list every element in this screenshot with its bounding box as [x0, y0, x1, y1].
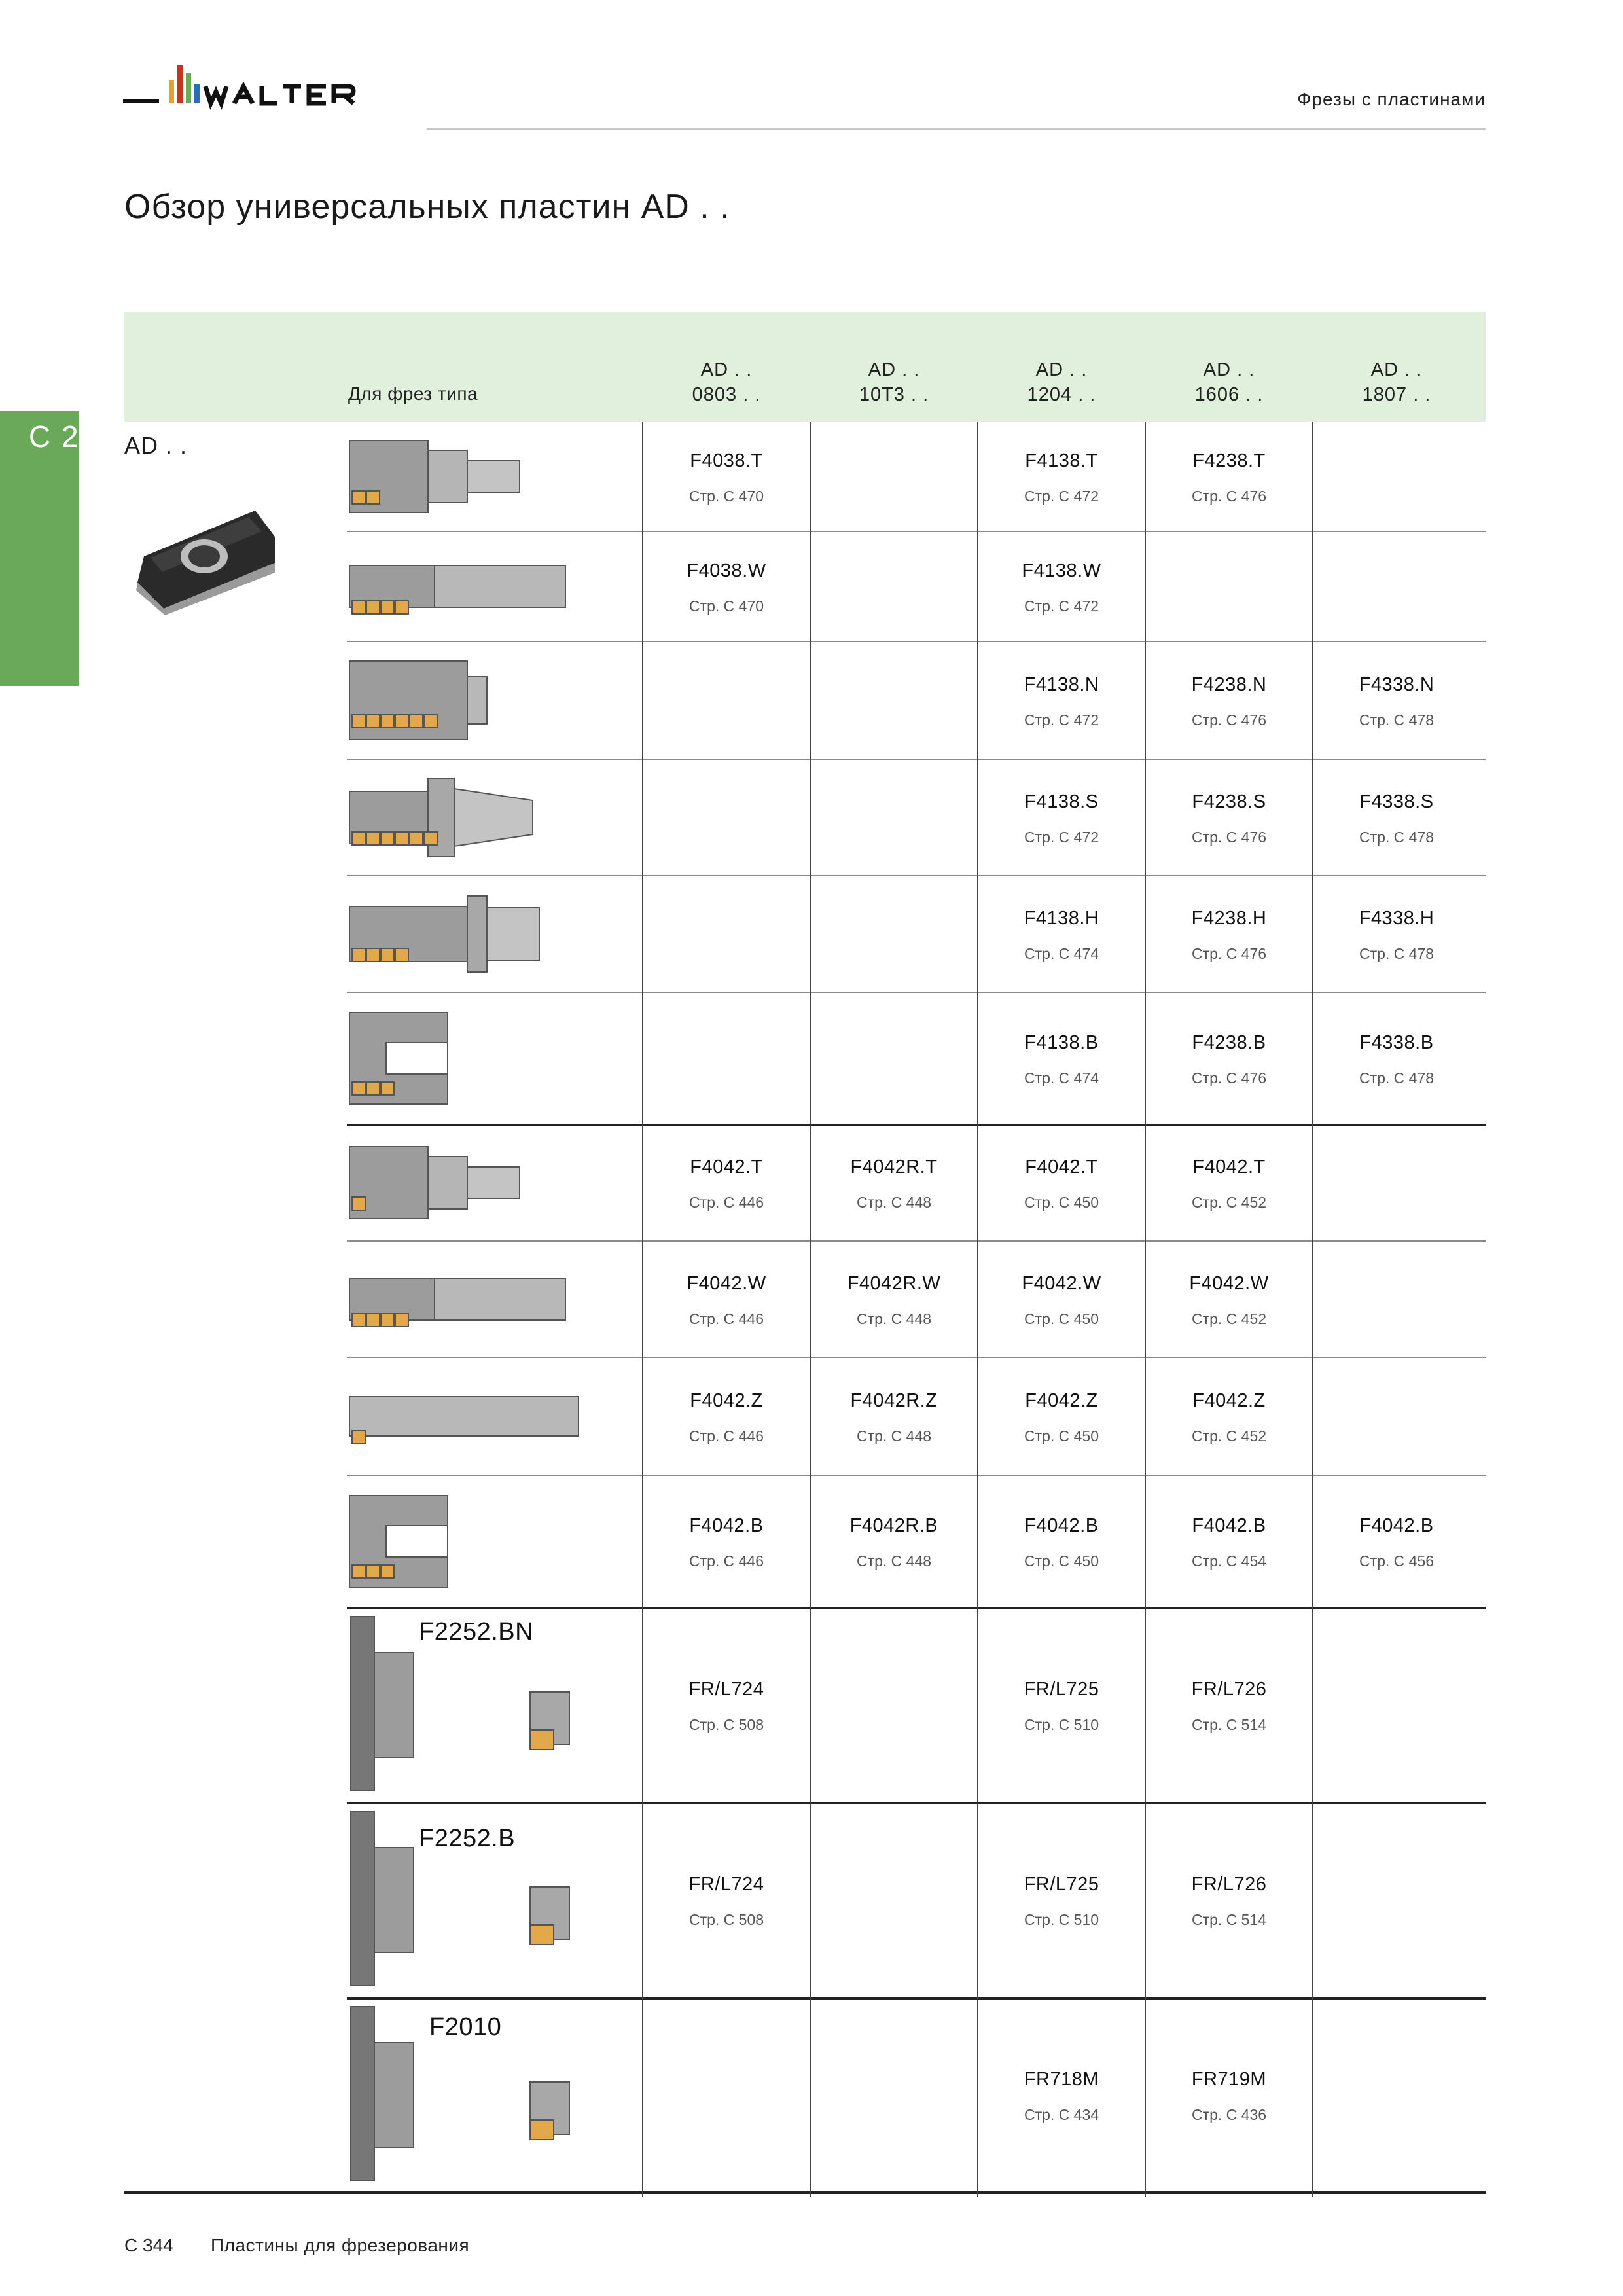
- catalog-page-ref: Стр. C 448: [856, 1552, 932, 1570]
- cutter-drawing: [347, 535, 622, 637]
- cutter-drawing: [347, 996, 622, 1121]
- cutter-code: F4138.H: [1024, 908, 1099, 929]
- cutter-reference: [643, 1679, 810, 1734]
- cutter-code: FR/L726: [1191, 1679, 1267, 1700]
- cutter-code: F4042.Z: [1025, 1390, 1098, 1411]
- cutter-reference: [978, 1273, 1145, 1328]
- column-header-1: [643, 357, 810, 407]
- catalog-page-ref: Стр. C 472: [1024, 711, 1099, 728]
- column-header-line2: 1606 . .: [1194, 384, 1264, 405]
- catalog-page-ref: Стр. C 510: [1024, 1716, 1099, 1733]
- cutter-code: FR718M: [1024, 2069, 1099, 2090]
- cutter-reference: [1313, 674, 1480, 729]
- catalog-page-ref: Стр. C 470: [688, 598, 764, 615]
- cutter-code: F4038.T: [690, 450, 763, 471]
- catalog-page-ref: Стр. C 514: [1191, 1911, 1267, 1928]
- catalog-page-ref: Стр. C 478: [1359, 1069, 1435, 1086]
- cutter-reference: [1313, 908, 1480, 963]
- tool-type-label: F2252.BN: [419, 1618, 534, 1645]
- cutter-reference: [1145, 1032, 1313, 1087]
- cutter-reference: [1313, 1032, 1480, 1087]
- cutter-code: FR/L724: [688, 1874, 764, 1895]
- cutter-code: F4042R.T: [850, 1157, 938, 1177]
- row-divider: [347, 759, 1486, 760]
- column-header-line2: 10T3 . .: [859, 384, 929, 405]
- column-header-line2: 0803 . .: [692, 384, 761, 405]
- row-divider: [347, 1240, 1486, 1242]
- catalog-page-ref: Стр. C 452: [1191, 1194, 1267, 1211]
- chapter-tab-label: C 2: [29, 420, 80, 454]
- column-header-3: [978, 357, 1145, 407]
- cutter-reference: [978, 1032, 1145, 1087]
- cutter-code: F4138.S: [1024, 791, 1099, 812]
- cutter-reference: [978, 908, 1145, 963]
- catalog-page-ref: Стр. C 510: [1024, 1911, 1099, 1928]
- catalog-page-ref: Стр. C 476: [1191, 945, 1267, 962]
- cutter-code: F4042.T: [1192, 1157, 1266, 1177]
- cutter-code: F4238.S: [1192, 791, 1266, 812]
- cutter-reference: [1145, 450, 1313, 505]
- catalog-page-ref: Стр. C 446: [688, 1310, 764, 1327]
- cutter-reference: [978, 2069, 1145, 2124]
- cutter-code: F4042.B: [1192, 1515, 1266, 1536]
- cutter-reference: [978, 1515, 1145, 1570]
- catalog-page-ref: Стр. C 452: [1191, 1310, 1267, 1327]
- cutter-reference: [1145, 2069, 1313, 2124]
- cutter-reference: [643, 1874, 810, 1929]
- cutter-code: FR/L725: [1024, 1679, 1099, 1700]
- column-header-5: [1313, 357, 1480, 407]
- catalog-page-ref: Стр. C 474: [1024, 1069, 1099, 1086]
- cutter-reference: [978, 791, 1145, 846]
- catalog-page-ref: Стр. C 448: [856, 1194, 932, 1211]
- header-rule: [427, 128, 1486, 130]
- catalog-page-ref: Стр. C 508: [688, 1716, 764, 1733]
- cutter-code: FR/L725: [1024, 1874, 1099, 1895]
- catalog-page-ref: Стр. C 448: [856, 1427, 932, 1444]
- catalog-page-ref: Стр. C 476: [1191, 488, 1267, 505]
- cutter-reference: [643, 1390, 810, 1445]
- cutter-code: F4238.N: [1191, 674, 1267, 695]
- cutter-reference: [643, 1515, 810, 1570]
- catalog-page-ref: Стр. C 450: [1024, 1310, 1099, 1327]
- cutter-reference: [810, 1273, 978, 1328]
- cutter-reference: [1145, 1515, 1313, 1570]
- catalog-page-ref: Стр. C 446: [688, 1552, 764, 1570]
- catalog-page-ref: Стр. C 476: [1191, 1069, 1267, 1086]
- cutter-reference: [1145, 1390, 1313, 1445]
- cutter-reference: [810, 1515, 978, 1570]
- row-divider: [347, 1607, 1486, 1609]
- cutter-code: F4042R.W: [847, 1273, 941, 1294]
- cutter-drawing: [347, 1128, 622, 1237]
- cutter-code: F4138.W: [1022, 560, 1101, 581]
- cutter-code: F4042.W: [687, 1273, 766, 1294]
- catalog-page-ref: Стр. C 450: [1024, 1552, 1099, 1570]
- page-title: Обзор универсальных пластин AD . .: [124, 188, 730, 226]
- cutter-code: F4338.N: [1359, 674, 1435, 695]
- cutter-code: F4238.B: [1192, 1032, 1266, 1053]
- column-header-line1: AD . .: [1203, 359, 1255, 380]
- section-title: Фрезы с пластинами: [1297, 89, 1486, 109]
- cutter-reference: [1145, 791, 1313, 846]
- column-header-line1: AD . .: [868, 359, 920, 380]
- catalog-page-ref: Стр. C 478: [1359, 945, 1435, 962]
- catalog-page-ref: Стр. C 470: [688, 488, 764, 505]
- cutter-reference: [810, 1157, 978, 1211]
- cutter-code: F4138.N: [1024, 674, 1099, 695]
- insert-group-label: AD . .: [124, 432, 188, 459]
- cutter-reference: [1145, 1157, 1313, 1211]
- cutter-code: F4138.T: [1025, 450, 1098, 471]
- cutter-code: F4042.W: [1022, 1273, 1101, 1294]
- cutter-reference: [978, 560, 1145, 615]
- tool-type-label: F2252.B: [419, 1825, 516, 1852]
- cutter-code: F4042.B: [1359, 1515, 1434, 1536]
- column-header-4: [1145, 357, 1313, 407]
- catalog-page-ref: Стр. C 478: [1359, 829, 1435, 846]
- cutter-drawing: [347, 645, 622, 755]
- cutter-reference: [810, 1390, 978, 1445]
- cutter-reference: [643, 1157, 810, 1211]
- cutter-code: F4042.W: [1189, 1273, 1269, 1294]
- cutter-code: F4338.S: [1359, 791, 1434, 812]
- cutter-drawing: [347, 763, 622, 872]
- column-header-line2: 1807 . .: [1362, 384, 1431, 405]
- cutter-drawing: [347, 1361, 622, 1471]
- cutter-code: F4238.H: [1191, 908, 1267, 929]
- tool-type-label: F2010: [429, 2013, 502, 2041]
- column-header-for-type: Для фрез типа: [348, 384, 478, 404]
- cutter-code: F4238.T: [1192, 450, 1266, 471]
- cutter-reference: [643, 560, 810, 615]
- cutter-code: FR/L724: [688, 1679, 764, 1700]
- cutter-code: F4042.T: [690, 1157, 763, 1177]
- catalog-page-ref: Стр. C 434: [1024, 2106, 1099, 2123]
- catalog-page-ref: Стр. C 448: [856, 1310, 932, 1327]
- cutter-code: F4138.B: [1024, 1032, 1099, 1053]
- cutter-code: F4042.Z: [690, 1390, 763, 1411]
- cutter-code: F4338.H: [1359, 908, 1435, 929]
- cutter-reference: [978, 450, 1145, 505]
- cutter-drawing: [347, 1479, 622, 1604]
- cutter-code: FR/L726: [1191, 1874, 1267, 1895]
- catalog-page-ref: Стр. C 450: [1024, 1194, 1099, 1211]
- row-divider: [347, 1475, 1486, 1476]
- catalog-page-ref: Стр. C 446: [688, 1427, 764, 1444]
- cutter-code: F4042.Z: [1192, 1390, 1266, 1411]
- row-divider: [347, 531, 1486, 532]
- cutter-reference: [978, 1157, 1145, 1211]
- row-divider: [347, 1997, 1486, 2000]
- cutter-reference: [1145, 1679, 1313, 1734]
- cutter-code: F4338.B: [1359, 1032, 1434, 1053]
- row-divider: [347, 1802, 1486, 1804]
- cutter-reference: [1145, 908, 1313, 963]
- catalog-page-ref: Стр. C 476: [1191, 711, 1267, 728]
- cutter-code: F4042.B: [1024, 1515, 1099, 1536]
- cutter-code: F4042R.Z: [850, 1390, 938, 1411]
- catalog-page-ref: Стр. C 456: [1359, 1552, 1435, 1570]
- catalog-page-ref: Стр. C 446: [688, 1194, 764, 1211]
- cutter-code: F4042.B: [689, 1515, 764, 1536]
- insert-ad-image: [124, 484, 288, 615]
- catalog-page-ref: Стр. C 436: [1191, 2106, 1267, 2123]
- cutter-reference: [643, 1273, 810, 1328]
- cutter-drawing: [347, 1245, 622, 1354]
- walter-logo: [123, 60, 399, 129]
- catalog-page-ref: Стр. C 472: [1024, 488, 1099, 505]
- cutter-code: F4042R.B: [849, 1515, 938, 1536]
- row-divider: [124, 2191, 1486, 2194]
- column-header-2: [810, 357, 978, 407]
- cutter-reference: [643, 450, 810, 505]
- cutter-reference: [1313, 791, 1480, 846]
- row-divider: [347, 1124, 1486, 1126]
- cutter-reference: [978, 1874, 1145, 1929]
- cutter-reference: [978, 1679, 1145, 1734]
- column-header-line1: AD . .: [700, 359, 753, 380]
- footer-title: Пластины для фрезерования: [211, 2235, 470, 2255]
- column-header-line1: AD . .: [1035, 359, 1088, 380]
- catalog-page-ref: Стр. C 478: [1359, 711, 1435, 728]
- row-divider: [347, 992, 1486, 993]
- cutter-drawing: [347, 880, 622, 988]
- catalog-page-ref: Стр. C 508: [688, 1911, 764, 1928]
- cutter-reference: [978, 1390, 1145, 1445]
- catalog-page-ref: Стр. C 476: [1191, 829, 1267, 846]
- row-divider: [347, 875, 1486, 876]
- footer-page-number: C 344: [124, 2235, 173, 2255]
- column-header-line1: AD . .: [1370, 359, 1423, 380]
- column-header-line2: 1204 . .: [1027, 384, 1096, 405]
- catalog-page-ref: Стр. C 452: [1191, 1427, 1267, 1444]
- cutter-reference: [1313, 1515, 1480, 1570]
- catalog-page-ref: Стр. C 454: [1191, 1552, 1267, 1570]
- cutter-drawing: [347, 425, 622, 528]
- cutter-reference: [1145, 674, 1313, 729]
- catalog-page-ref: Стр. C 450: [1024, 1427, 1099, 1444]
- catalog-page-ref: Стр. C 472: [1024, 598, 1099, 615]
- cutter-code: FR719M: [1191, 2069, 1267, 2090]
- cutter-code: F4038.W: [687, 560, 766, 581]
- cutter-reference: [1145, 1874, 1313, 1929]
- catalog-page-ref: Стр. C 474: [1024, 945, 1099, 962]
- cutter-code: F4042.T: [1025, 1157, 1098, 1177]
- cutter-reference: [1145, 1273, 1313, 1328]
- cutter-reference: [978, 674, 1145, 729]
- catalog-page-ref: Стр. C 514: [1191, 1716, 1267, 1733]
- row-divider: [347, 1357, 1486, 1358]
- catalog-page-ref: Стр. C 472: [1024, 829, 1099, 846]
- row-divider: [347, 641, 1486, 642]
